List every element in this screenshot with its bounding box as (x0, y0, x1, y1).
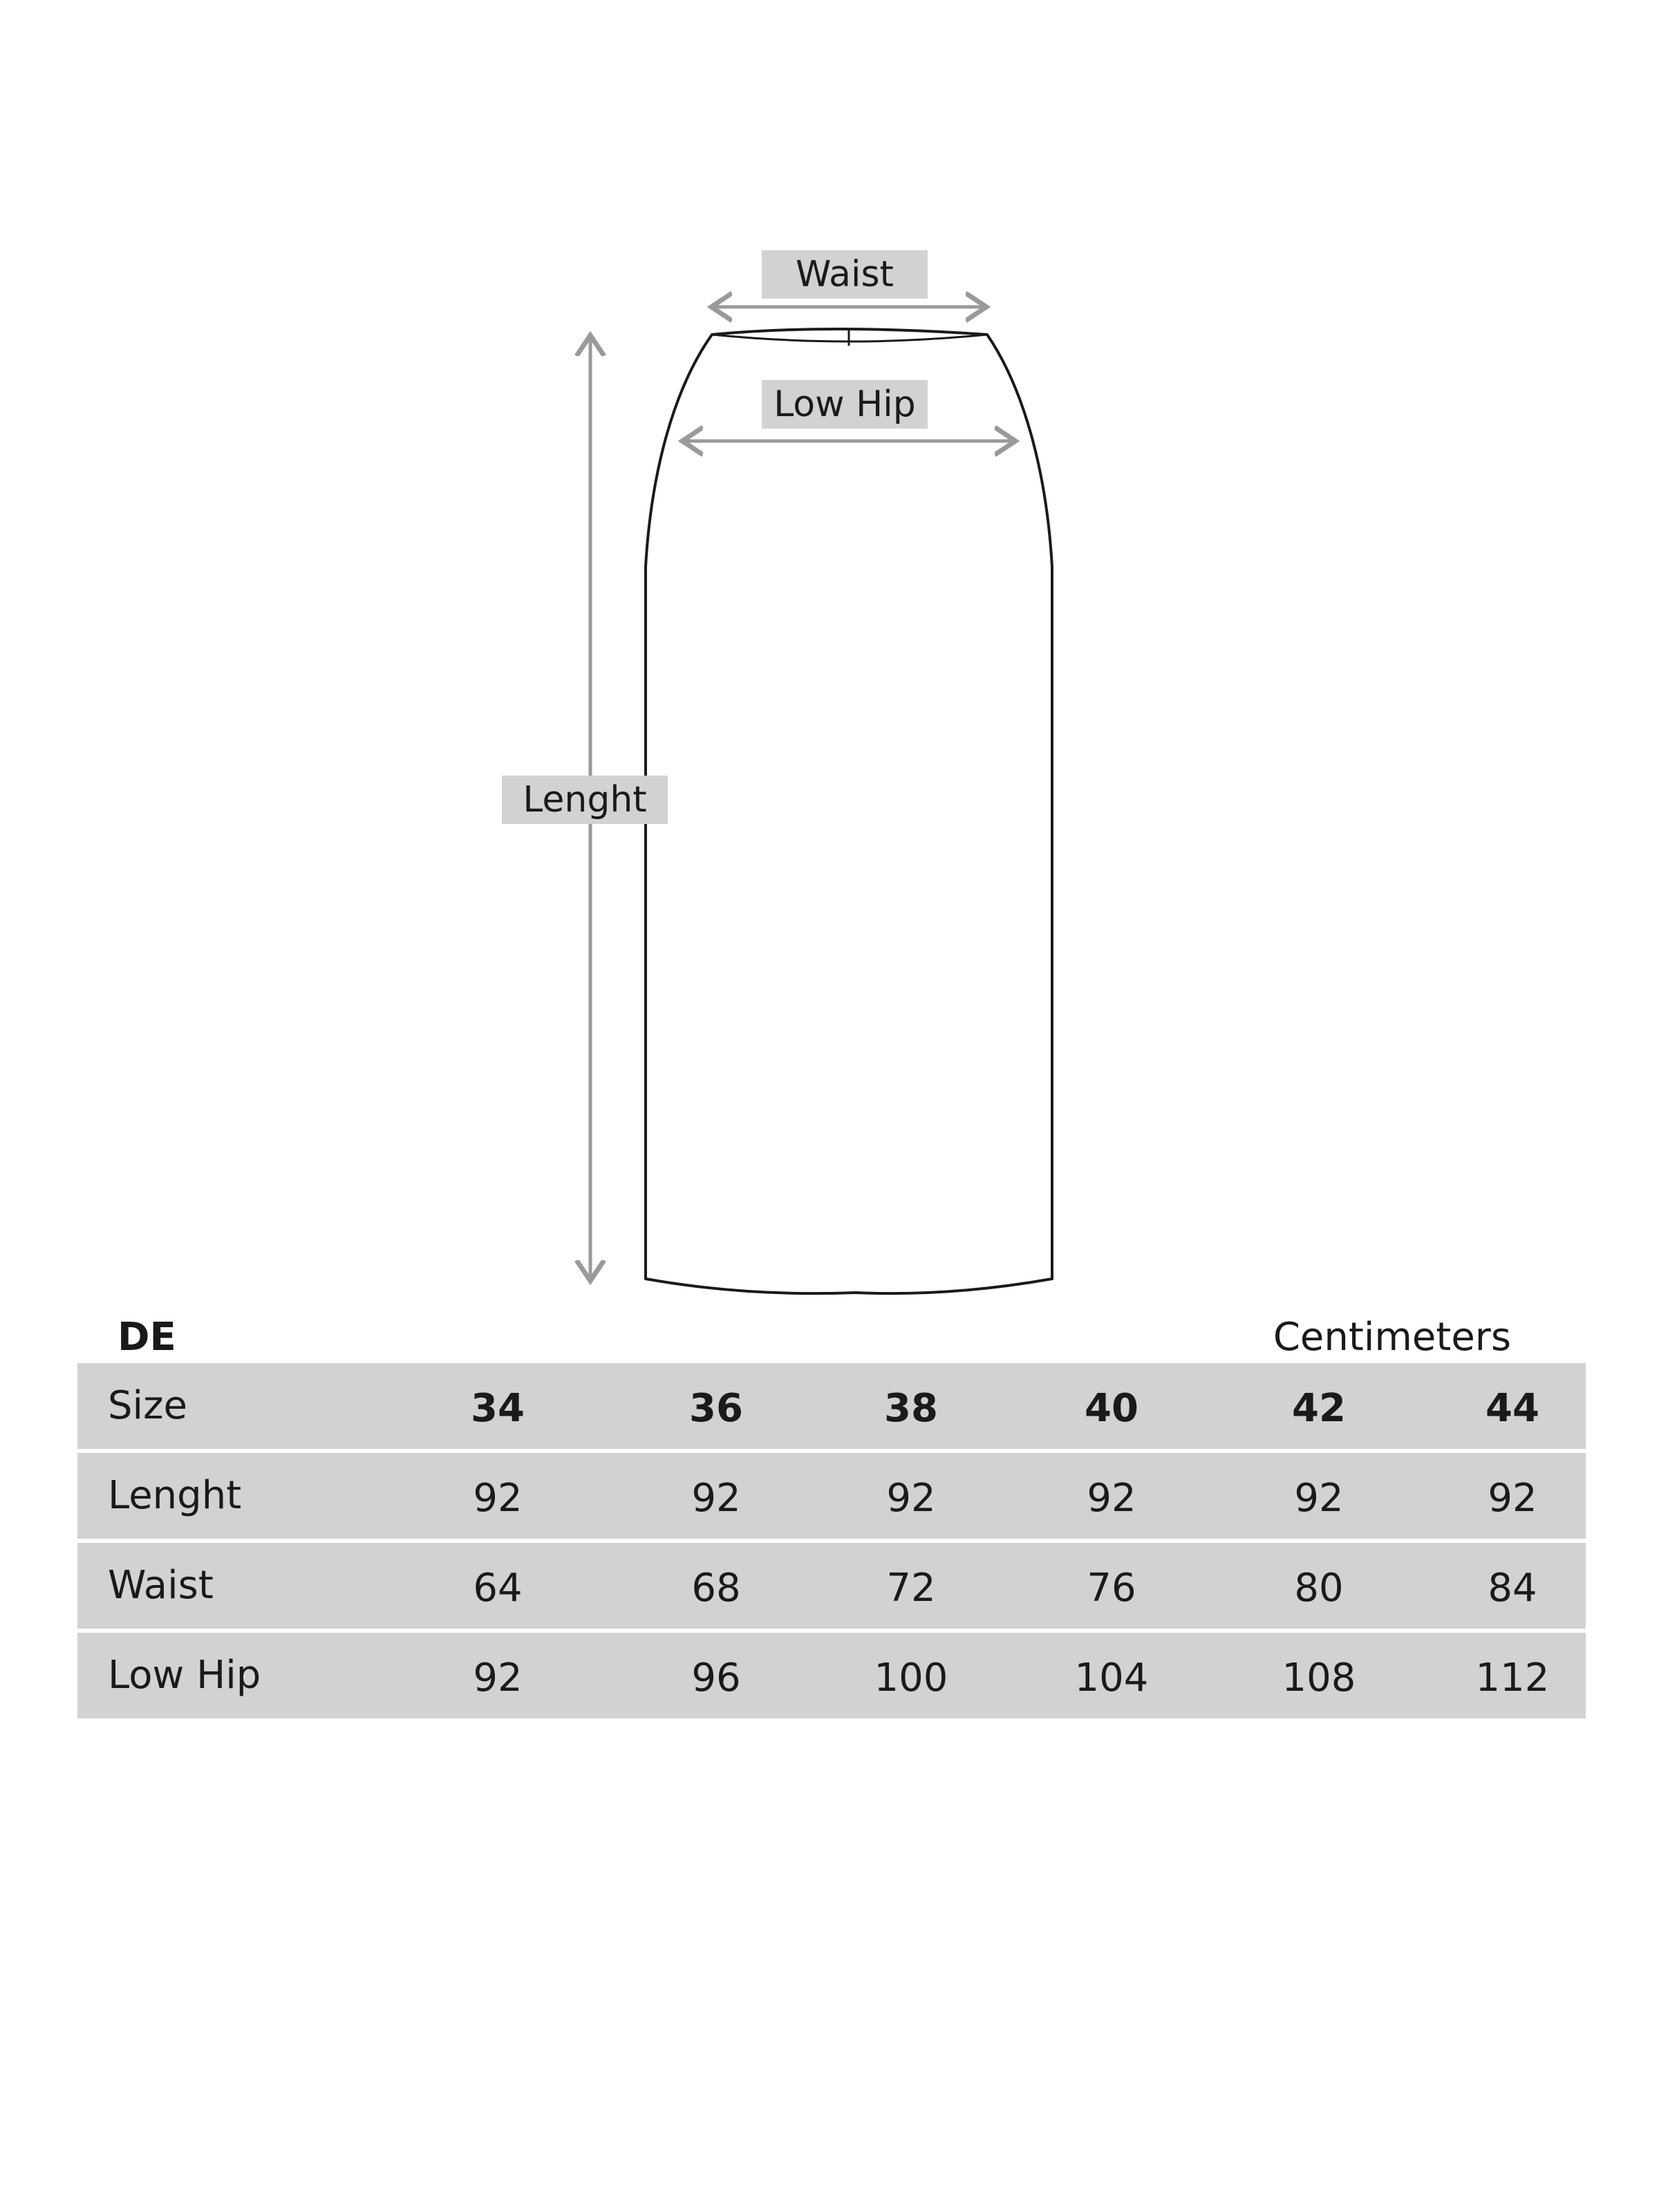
row-label: Waist (108, 1563, 214, 1608)
table-cell: 92 (1087, 1476, 1136, 1521)
size-header-cell: 34 (471, 1386, 525, 1431)
table-cell: 92 (1294, 1476, 1344, 1521)
table-cell: 92 (1488, 1476, 1537, 1521)
table-cell: 72 (886, 1566, 936, 1611)
size-table (77, 1363, 1586, 1718)
row-label: Low Hip (108, 1653, 261, 1698)
table-cell: 84 (1488, 1566, 1537, 1611)
length-tag: Lenght (502, 776, 668, 824)
table-cell: 92 (473, 1656, 523, 1700)
size-header-cell: 36 (689, 1386, 743, 1431)
table-row (77, 1453, 1586, 1539)
table-cell: 100 (874, 1656, 948, 1700)
size-header-cell: 44 (1485, 1386, 1539, 1431)
table-cell: 80 (1294, 1566, 1344, 1611)
table-header-row (77, 1363, 1586, 1449)
table-cell: 104 (1074, 1656, 1149, 1700)
table-cell: 108 (1282, 1656, 1356, 1700)
size-header-label: Size (108, 1383, 187, 1428)
low-hip-tag: Low Hip (762, 380, 928, 429)
region-label: DE (118, 1315, 176, 1360)
table-cell: 64 (473, 1566, 523, 1611)
row-label: Lenght (108, 1473, 242, 1518)
table-cell: 96 (691, 1656, 741, 1700)
unit-label: Centimeters (1273, 1315, 1511, 1360)
size-header-cell: 38 (884, 1386, 938, 1431)
waist-tag: Waist (762, 250, 928, 299)
table-cell: 92 (691, 1476, 741, 1521)
table-row (77, 1633, 1586, 1718)
table-cell: 112 (1475, 1656, 1550, 1700)
table-cell: 92 (473, 1476, 523, 1521)
table-row (77, 1543, 1586, 1629)
skirt-outline (646, 329, 1052, 1293)
size-header-cell: 42 (1292, 1386, 1346, 1431)
table-cell: 68 (691, 1566, 741, 1611)
table-cell: 92 (886, 1476, 936, 1521)
size-header-cell: 40 (1085, 1386, 1138, 1431)
table-cell: 76 (1087, 1566, 1136, 1611)
